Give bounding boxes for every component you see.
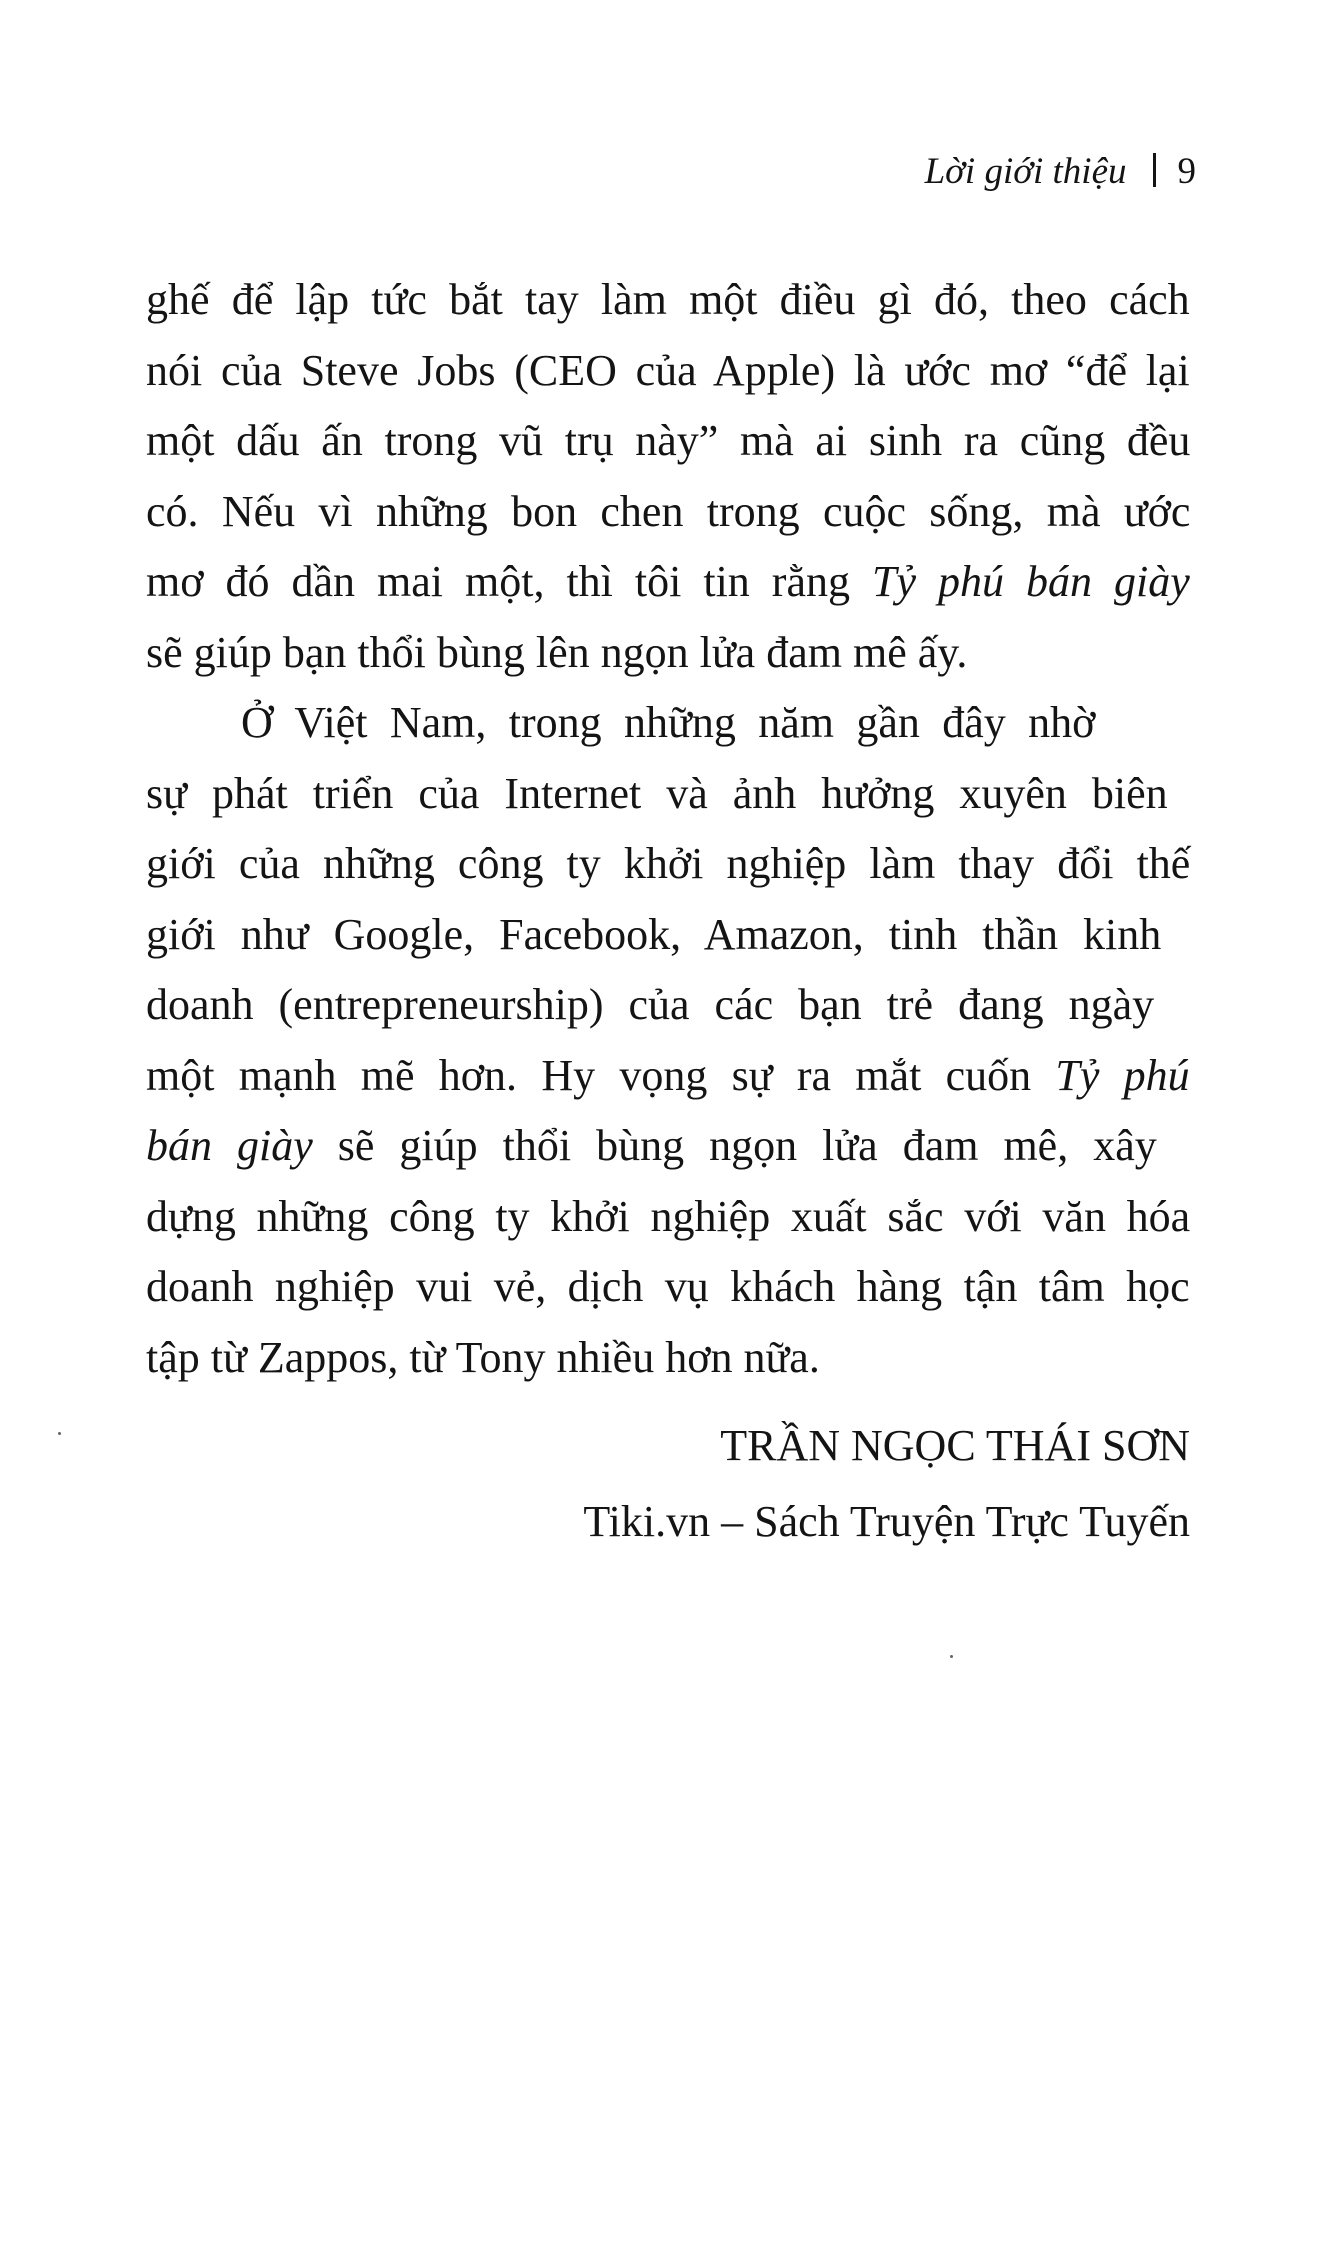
- book-title-italic: bán giày: [146, 1121, 313, 1170]
- book-title-italic: Tỷ phú bán giày: [871, 557, 1190, 606]
- text-line: nói của Steve Jobs (CEO của Apple) là ước mơ “để lại: [146, 345, 1190, 395]
- header-separator: [1153, 153, 1156, 187]
- signature-block: [583, 1408, 1190, 1560]
- text-line: ghế để lập tức bắt tay làm một điều gì đó, theo cách: [146, 275, 1190, 324]
- running-head: [925, 150, 1196, 194]
- text-line: dựng những công ty khởi nghiệp xuất sắc với văn hóa: [146, 1191, 1191, 1241]
- text-line: sự phát triển của Internet và ảnh hưởng xuyên biên: [146, 768, 1168, 818]
- text-line: có. Nếu vì những bon chen trong cuộc sống, mà ước: [146, 486, 1191, 536]
- text-line: sẽ giúp bạn thổi bùng lên ngọn lửa đam mê ấy.: [146, 627, 968, 677]
- paragraph-continued: [146, 265, 1190, 688]
- paper-speck: [58, 1432, 61, 1435]
- text-line: một dấu ấn trong vũ trụ này” mà ai sinh ra cũng đều: [146, 416, 1191, 465]
- page-number: 9: [1177, 151, 1196, 192]
- text-segment: mơ đó dần mai một, thì tôi tin rằng: [146, 557, 872, 606]
- text-line: doanh nghiệp vui vẻ, dịch vụ khách hàng tận tâm học: [146, 1262, 1190, 1311]
- text-line: [146, 1041, 1190, 1112]
- chapter-title: Lời giới thiệu: [924, 151, 1127, 192]
- text-line: giới của những công ty khởi nghiệp làm thay đổi thế: [146, 839, 1191, 888]
- text-line: [146, 1111, 1190, 1182]
- book-title-italic: Tỷ phú: [1055, 1050, 1190, 1100]
- text-segment: sẽ giúp thổi bùng ngọn lửa đam mê, xây: [312, 1121, 1157, 1170]
- paragraph-vietnam: [146, 688, 1190, 1393]
- text-line: tập từ Zappos, từ Tony nhiều hơn nữa.: [146, 1332, 820, 1382]
- text-line: doanh (entrepreneurship) của các bạn trẻ đang ngày: [146, 980, 1155, 1029]
- text-line: [146, 547, 1190, 618]
- author-affiliation: Tiki.vn – Sách Truyện Trực Tuyến: [583, 1497, 1190, 1546]
- text-line: Ở Việt Nam, trong những năm gần đây nhờ: [241, 698, 1096, 747]
- text-segment: một mạnh mẽ hơn. Hy vọng sự ra mắt cuốn: [146, 1050, 1056, 1100]
- text-line: giới như Google, Facebook, Amazon, tinh thần kinh: [146, 909, 1162, 959]
- paper-speck: [950, 1655, 953, 1658]
- body-text: [146, 265, 1190, 1393]
- author-name: TRẦN NGỌC THÁI SƠN: [720, 1421, 1190, 1470]
